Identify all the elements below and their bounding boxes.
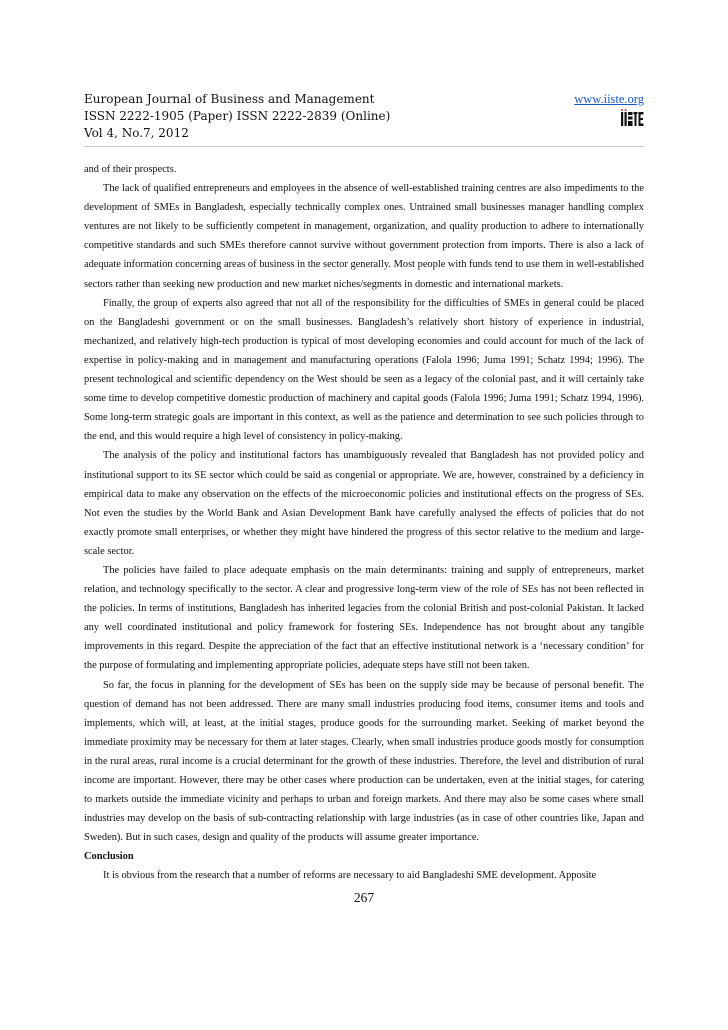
paragraph: and of their prospects. (84, 164, 177, 175)
article-body (84, 160, 644, 886)
website-link[interactable]: www.iiste.org (574, 92, 644, 106)
page-number: 267 (353, 890, 375, 905)
paragraph: It is obvious from the research that a number of reforms are necessary to aid Bangladeshi SME development. Apposite (103, 870, 597, 882)
iiste-logo-icon (621, 109, 644, 126)
section-heading: Conclusion (84, 851, 134, 863)
paragraph: Finally, the group of experts also agreed that not all of the responsibility for the difficulties of SMEs in general could be placed on the Bangladeshi government or on the small businesses. Bangladesh’s relatively short history of experience in industrial, mechanized, and relatively high-tech production is typical of most developing economies and could account for much of the lack of expertise in policy-making and in management and manufacturing operations (Falola 1996; Juma 1991; Schatz 1994; 1996). The present technological and scientific dependency on the West should be seen as a legacy of the colonial past, and it will certainly take some time to develop competitive domestic production of machinery and capital goods (Falola 1996; Juma 1991; Schatz 1994, 1996). Some long-term strategic goals are important in this context, as well as the patience and determination to see such policies through to the end, and this would require a high level of consistency in policy-making. (84, 297, 644, 443)
journal-issn: ISSN 2222-1905 (Paper) ISSN 2222-2839 (Online) (84, 109, 391, 123)
paragraph: The policies have failed to place adequate emphasis on the main determinants: training and supply of entrepreneurs, market relation, and technology specifically to the sector. A clear and progressive long-term view of the role of SEs has not been reflected in the policies. In terms of institutions, Bangladesh has inherited legacies from the colonial British and post-colonial Pakistan. It lacked any well coordinated institutional and policy framework for fostering SEs. Independence has not brought about any tangible improvements in this regard. Despite the appreciation of the fact that an effective institutional network is a ‘necessary condition’ for the purpose of formulating and implementing appropriate policies, adequate steps have still not been taken. (84, 564, 644, 672)
journal-volume: Vol 4, No.7, 2012 (84, 126, 189, 140)
header-divider (84, 146, 644, 147)
paragraph: The analysis of the policy and institutional factors has unambiguously revealed that Bangladesh has not provided policy and institutional support to its SE sector which could be said as congenial or appropriate. We are, however, constrained by a deficiency in empirical data to make any observation on the effects of the microeconomic policies and institutional effects on the progress of SEs. Not even the studies by the World Bank and Asian Development Bank have carefully analysed the effects of policies that do not exactly promote small enterprises, or whether they might have hindered the progress of this sector relative to the medium and large-scale sector. (84, 450, 644, 557)
journal-header (84, 91, 644, 142)
paragraph: The lack of qualified entrepreneurs and employees in the absence of well-established training centres are also impediments to the development of SMEs in Bangladesh, especially technically complex ones. Untrained small businesses manager handling complex ventures are not likely to be sufficiently competent in management, organization, and quality production to adhere to internationally competitive standards and such SMEs therefore cannot survive without government protection from imports. There is also a lack of adequate information concerning areas of business in the sector generally. Most people with funds tend to use them in well-established sectors rather than seeking new production and new market niches/segments in domestic and international markets. (84, 183, 644, 290)
journal-title: European Journal of Business and Management (84, 92, 375, 106)
paragraph: So far, the focus in planning for the development of SEs has been on the supply side may be because of personal benefit. The question of demand has not been addressed. There are many small industries producing food items, consumer items and tools and implements, which will, at least, at the initial stages, produce goods for the surrounding market. Seeking of market beyond the immediate proximity may be necessary for them at later stages. Clearly, when small industries produce goods mostly for consumption in the rural areas, rural income is a crucial determinant for the growth of these industries. Therefore, the level and distribution of rural income are important. However, there may be other cases where production can be undertaken, even at the initial stages, for catering to markets outside the immediate vicinity and perhaps to urban and foreign markets. And there may also be some cases where small industries may develop on the basis of sub-contracting relationship with large industries (as in case of other countries like, Japan and Sweden). But in such cases, design and quality of the products will assume greater importance. (84, 679, 644, 844)
